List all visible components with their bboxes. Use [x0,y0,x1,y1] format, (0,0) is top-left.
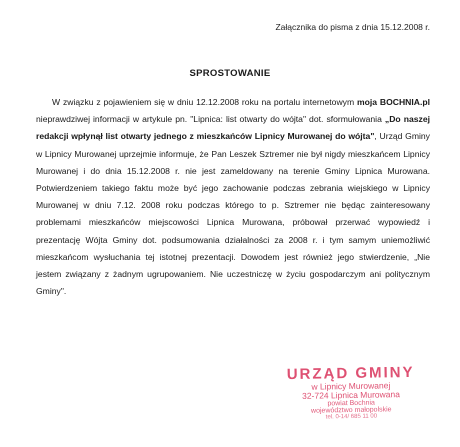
stamp-line-6: tel. 0-14/ 685 11 00 [325,413,378,421]
portal-name: moja BOCHNIA.pl [356,97,430,107]
body-text-1: W związku z pojawieniem się w dniu 12.12.2008 roku na portalu internetowym [52,97,357,107]
body-paragraph [36,94,430,300]
stamp-line-1: URZĄD GMINY [286,363,415,384]
office-stamp [276,365,427,422]
stamp-line-2: w Lipnicy Murowanej [311,380,391,392]
attachment-note: Załącznika do pisma z dnia 15.12.2008 r. [275,22,430,32]
quoted-phrase: „Do naszej redakcji wpłynął list otwarty jednego z mieszkańców Lipnicy Murowanej do wójta" [36,114,430,142]
stamp-line-3: 32-724 Lipnica Murowana [302,388,401,401]
document-body [36,94,430,300]
body-text-3: , Urząd Gminy w Lipnicy Murowanej uprzejmie informuje, że Pan Leszek Sztremer nie był nigdy mieszkańcem Lipnicy Murowanej i do dnia 15.12.2008 r. nie jest zameldowany na terenie Gminy Lipnica Murowana. Potwierdzeniem takiego faktu może być jego zachowanie podczas zebrania wiejskiego w Lipnicy Murowanej w dniu 7.12. 2008 roku podczas którego to p. Sztremer nie będąc zainteresowany problemami mieszkańców miejscowości Lipnica Murowana, próbował przerwać wypowiedź i prezentację Wójta Gminy dot. podsumowania działalności za 2008 r. i tym samym uniemożliwić mieszkańcom wysłuchania tej istotnej prezentacji. Dowodem jest również jego stwierdzenie, „Nie jestem związany z żadnym ugrupowaniem. Nie uczestniczę w życiu gospodarczym ani politycznym Gminy". [36,131,430,297]
body-text-2: nieprawdziwej informacji w artykule pn. "Lipnica: list otwarty do wójta" dot. sformułowania [36,114,385,125]
stamp-line-5: województwo małopolskie [310,406,392,415]
document-title: SPROSTOWANIE [189,68,271,79]
stamp-line-4: powiat Bochnia [327,399,375,408]
